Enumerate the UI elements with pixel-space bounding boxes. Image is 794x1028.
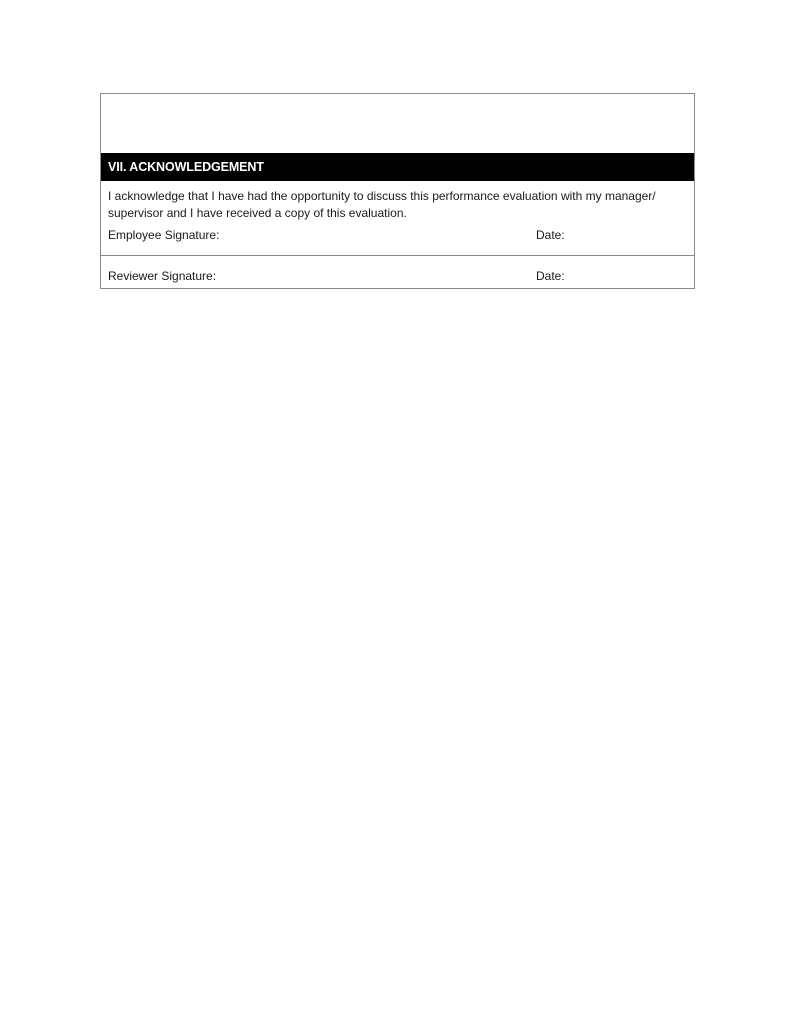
section-header: VII. ACKNOWLEDGEMENT bbox=[101, 153, 694, 181]
reviewer-signature-row[interactable] bbox=[101, 256, 694, 288]
employee-signature-row[interactable] bbox=[101, 222, 694, 256]
acknowledgement-form bbox=[100, 93, 695, 289]
acknowledgement-line-2: supervisor and I have received a copy of this evaluation. bbox=[108, 206, 407, 220]
reviewer-signature-label: Reviewer Signature: bbox=[108, 269, 217, 283]
employee-date-label: Date: bbox=[536, 228, 565, 242]
acknowledgement-statement bbox=[101, 181, 694, 222]
blank-comment-area bbox=[101, 94, 694, 153]
acknowledgement-line-1: I acknowledge that I have had the opportunity to discuss this performance evaluation with my manager/ bbox=[108, 189, 656, 203]
employee-signature-label: Employee Signature: bbox=[108, 228, 220, 242]
reviewer-date-label: Date: bbox=[536, 269, 565, 283]
acknowledgement-text bbox=[108, 188, 687, 222]
